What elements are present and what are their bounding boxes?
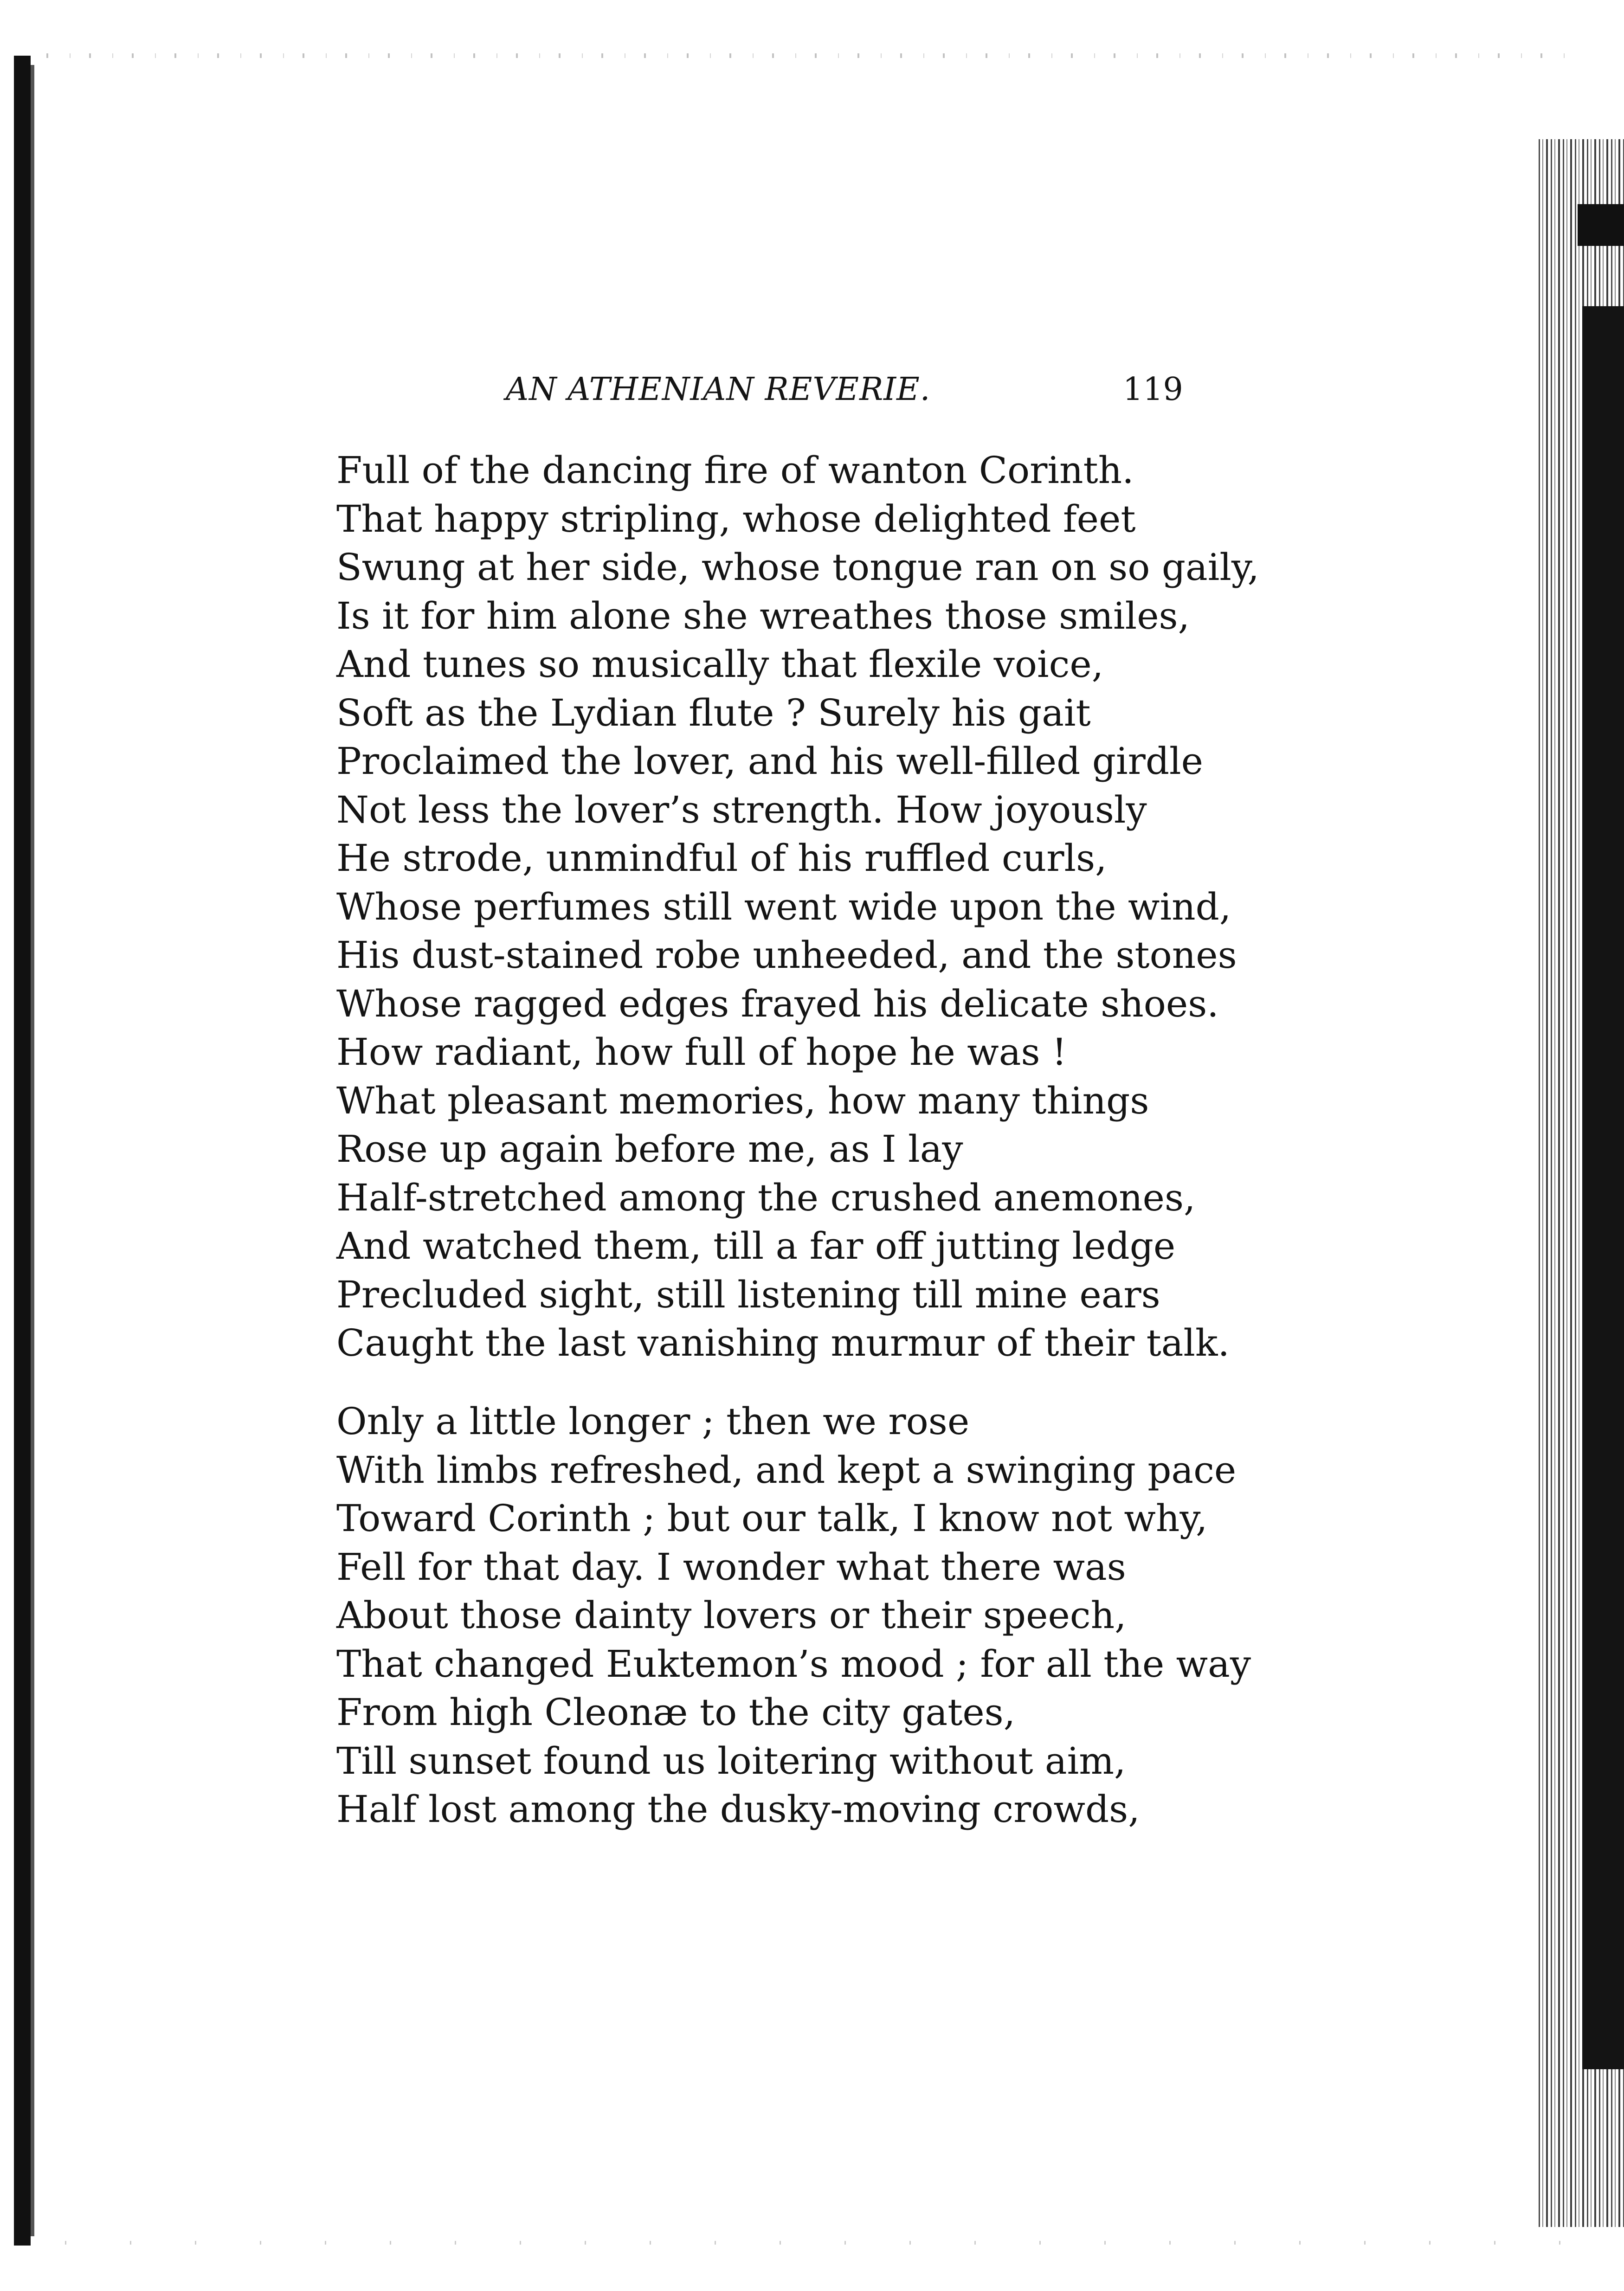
right-edge-dark-mark — [1578, 204, 1624, 246]
top-scan-noise — [28, 53, 1582, 58]
verse-line: Fell for that day. I wonder what there was — [336, 1545, 1126, 1589]
verse-line: That changed Euktemon’s mood ; for all the way — [336, 1642, 1251, 1686]
verse-line: Half lost among the dusky-moving crowds, — [336, 1788, 1140, 1831]
verse-line: Not less the lover’s strength. How joyously — [336, 788, 1147, 831]
verse-line: How radiant, how full of hope he was ! — [336, 1030, 1067, 1074]
verse-line: Toward Corinth ; but our talk, I know not why, — [336, 1497, 1208, 1540]
verse-line: Only a little longer ; then we rose — [336, 1400, 970, 1443]
bottom-scan-noise — [37, 2241, 1568, 2245]
verse-line: Half-stretched among the crushed anemones, — [336, 1176, 1196, 1219]
verse-line: Rose up again before me, as I lay — [336, 1127, 963, 1171]
verse-line: Till sunset found us loitering without aim, — [336, 1739, 1126, 1783]
verse-line: Precluded sight, still listening till mine ears — [336, 1273, 1160, 1316]
right-edge-dark-band — [1582, 306, 1624, 2069]
verse-line: Soft as the Lydian flute ? Surely his gait — [336, 691, 1091, 734]
verse-line: And tunes so musically that flexile voice, — [336, 643, 1104, 686]
running-title: AN ATHENIAN REVERIE. — [506, 371, 931, 408]
verse-line: About those dainty lovers or their speech, — [336, 1594, 1127, 1637]
verse-line: Whose perfumes still went wide upon the wind, — [336, 885, 1231, 928]
verse-line: What pleasant memories, how many things — [336, 1079, 1149, 1122]
left-binding-edge — [14, 56, 31, 2246]
verse-line: Swung at her side, whose tongue ran on so gaily, — [336, 546, 1259, 589]
page-number: 119 — [1123, 371, 1183, 408]
stanza-2 — [336, 1397, 1251, 1834]
verse-line: Whose ragged edges frayed his delicate shoes. — [336, 982, 1219, 1025]
verse-line: From high Cleonæ to the city gates, — [336, 1691, 1016, 1734]
running-head — [506, 371, 1202, 418]
verse-line: Caught the last vanishing murmur of their talk. — [336, 1321, 1230, 1364]
verse-line: Is it for him alone she wreathes those smiles, — [336, 594, 1190, 637]
verse-line: With limbs refreshed, and kept a swinging pace — [336, 1448, 1237, 1492]
verse-line: And watched them, till a far off jutting ledge — [336, 1224, 1176, 1268]
verse-line: Full of the dancing fire of wanton Corinth. — [336, 449, 1134, 492]
verse-line: He strode, unmindful of his ruffled curls, — [336, 837, 1107, 880]
verse-line: Proclaimed the lover, and his well-filled girdle — [336, 740, 1203, 783]
verse-line: His dust-stained robe unheeded, and the stones — [336, 933, 1237, 977]
verse-line: That happy stripling, whose delighted feet — [336, 497, 1136, 541]
stanza-1 — [336, 446, 1259, 1368]
left-binding-shadow — [31, 65, 34, 2236]
